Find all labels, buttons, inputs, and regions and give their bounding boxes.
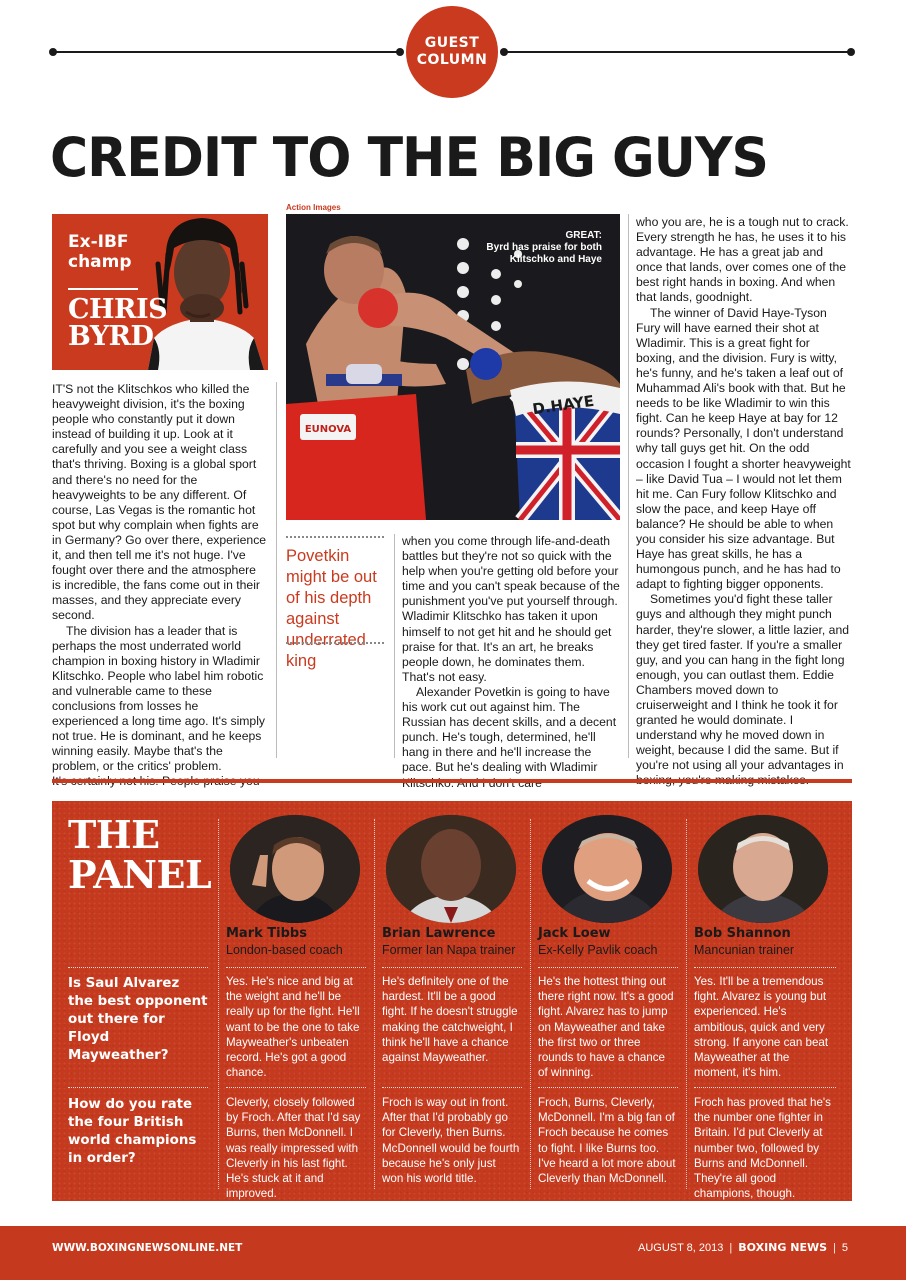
author-divider [68, 288, 146, 290]
row-rule [226, 1087, 366, 1088]
header-rule-right [504, 51, 850, 53]
panel-column-divider [686, 819, 687, 1189]
page-number: 5 [841, 1241, 848, 1254]
article-headline: CREDIT TO THE BIG GUYS [50, 126, 768, 190]
panel-section [52, 801, 852, 1201]
caption-label: GREAT: [565, 230, 602, 241]
rule-end-dot [49, 48, 57, 56]
panel-answer: Froch, Burns, Cleverly, McDonnell. I'm a big fan of Froch because he comes to fight. I like Burns too. I've heard a lot more about Cleverly than McDonnell. [538, 1096, 676, 1186]
rule-end-dot [396, 48, 404, 56]
panel-question: How do you rate the four British world champions in order? [68, 1097, 197, 1166]
article-column-2 [402, 534, 620, 791]
row-rule [68, 967, 208, 968]
author-last-name: BYRD [68, 321, 154, 352]
panelist-role: London-based coach [226, 943, 343, 957]
panel-column-divider [218, 819, 219, 1189]
panel-answer: Froch is way out in front. After that I'd probably go for Cleverly, then Burns. McDonnell would be fourth because he's only just won his world title. [382, 1096, 520, 1186]
panel-answer: Yes. He's nice and big at the weight and he'll be really up for the fight. He'll want to be the one to take Mayweather's unbeaten record. He's got a good chance. [226, 975, 360, 1080]
column-separator [628, 214, 629, 758]
panel-column-divider [530, 819, 531, 1189]
article-column-3 [636, 215, 852, 789]
panelist-role: Ex-Kelly Pavlik coach [538, 943, 658, 957]
column-separator [276, 382, 277, 758]
panel-answer: Froch has proved that he's the number one fighter in Britain. I'd put Cleverly at number two, followed by Burns and McDonnell. They're all good champions, though. [694, 1096, 831, 1201]
portrait-brian-lawrence [386, 815, 516, 923]
issue-date: AUGUST 8, 2013 [637, 1241, 724, 1254]
pullquote-rule-bottom [286, 642, 384, 644]
article-paragraph: who you are, he is a tough nut to crack. Every strength he has, he uses it to his advantage. He has a great jab and once that lands, over comes one of the best right hands in boxing. And when that lands, goodnight. [636, 215, 849, 305]
photo-credit: Action Images [286, 203, 341, 212]
panelist-portrait [386, 815, 516, 923]
rule-end-dot [500, 48, 508, 56]
row-rule [694, 967, 836, 968]
author-tag-line1: Ex-IBF [68, 232, 129, 252]
article-paragraph: Sometimes you'd fight these taller guys and although they might punch harder, they're slower, a little lazier, and they get tired faster. If you're a smaller guy, and you can hang in the fight long enough, you can outlast them. Eddie Chambers moved down to cruiserweight and I think he took it for granted he would dominate. I understand why he moved down in weight, because I did the same. But if you're not using all your advantages in [636, 592, 850, 773]
panelist-name: Mark Tibbs [226, 926, 307, 941]
folio-separator: | [833, 1241, 836, 1254]
article-paragraph: when you come through life-and-death battles but they're not so quick with the help when you're getting old before your time and you can't speak because of the punishment you've put yourself through. Wladimir Klitschko has taken it upon himself to not get hit and he should get praise for that. It's an art, he breaks people down, he dominates them. That's not easy. [402, 534, 620, 684]
panel-column-divider [374, 819, 375, 1189]
article-paragraph: The division has a leader that is perhaps the most underrated world champion in boxing history in Wladimir Klitschko. People who label him robotic and vulnerable came to these conclusions from losses he experienced a long time ago. It's simply not true. He is dominant, and he keeps winning easily. Maybe that's the problem, or the critics' problem. [52, 623, 266, 774]
panelist-role: Mancunian trainer [694, 943, 795, 957]
author-tag-line2: champ [68, 252, 132, 272]
panelist-name: Bob Shannon [694, 926, 791, 941]
row-rule [68, 1087, 208, 1088]
portrait-jack-loew [542, 815, 672, 923]
author-name [68, 296, 167, 350]
panelist-portrait [542, 815, 672, 923]
panel-title-line1: THE [68, 812, 160, 857]
panel-answer: He's definitely one of the hardest. It'll be a good fight. If he doesn't struggle making the catchweight, I think he'll have a chance against Mayweather. [382, 975, 518, 1065]
header-rule-left [52, 51, 400, 53]
caption-line2: Klitschko and Haye [509, 254, 602, 265]
badge-line1: GUEST [424, 35, 480, 51]
photo-caption [486, 230, 602, 266]
portrait-bob-shannon [698, 815, 828, 923]
author-box [52, 214, 268, 370]
row-rule [538, 967, 678, 968]
row-rule [226, 967, 366, 968]
fight-photo [286, 214, 620, 520]
website-link[interactable]: WWW.BOXINGNEWSONLINE.NET [52, 1242, 243, 1254]
section-divider [52, 779, 852, 783]
article-paragraph: Alexander Povetkin is going to have his work cut out against him. The Russian has decent skills, and a decent punch. He's tough, determined, he'll hang in there and he'll increase the pace. But he's dealing with Wladimir [402, 684, 617, 775]
author-first-name: CHRIS [68, 294, 168, 325]
row-rule [538, 1087, 678, 1088]
folio [638, 1241, 848, 1254]
article-column-1 [52, 382, 268, 790]
rule-end-dot [847, 48, 855, 56]
publication-name: BOXING NEWS [738, 1241, 828, 1254]
panel-answer: He's the hottest thing out there right now. It's a good fight. Alvarez has to jump on Mayweather and take the first two or three rounds to have a chance of winning. [538, 975, 674, 1080]
panel-title-line2: PANEL [68, 852, 212, 897]
guest-column-badge [406, 6, 498, 98]
panelist-name: Jack Loew [538, 926, 611, 941]
article-paragraph: IT'S not the Klitschkos who killed the heavyweight division, it's the boxing people who constantly put it down instead of building it up. Look at it carefully and you see a weight class that's thriving. Boxing is a global sport and there's no need for the heavyweights to be any different. Of course, Las Vegas is the romantic hot spot but why complain when fights are in Germany? Go over there, experience it, and then tell me it's not huge. I've fought over there and the atmosphere is incredible, the fans come out in their masses, and they appreciate every second. [52, 382, 267, 623]
author-tag [68, 232, 132, 272]
portrait-mark-tibbs [230, 815, 360, 923]
page-footer [0, 1226, 906, 1280]
caption-line1: Byrd has praise for both [486, 242, 602, 253]
panelist-name: Brian Lawrence [382, 926, 496, 941]
panel-answer: Yes. It'll be a tremendous fight. Alvarez is young but experienced. He's ambitious, quick and very strong. If anyone can beat Mayweather at the moment, it's him. [694, 975, 829, 1080]
folio-separator: | [729, 1241, 733, 1254]
row-rule [382, 967, 522, 968]
panelist-portrait [698, 815, 828, 923]
badge-line2: COLUMN [416, 52, 488, 68]
panel-question: Is Saul Alvarez the best opponent out there for Floyd Mayweather? [68, 976, 208, 1063]
article-paragraph: The winner of David Haye-Tyson Fury will have earned their shot at Wladimir. This is a great fight for boxing, and the division. Fury is witty, he's funny, and he's taken a leaf out of Muhammad Ali's book with that. But he needs to be like Wladimir to win this fight. Can he keep Haye at bay for 12 rounds? Personally, I don't understand why tall guys get hit. On the odd occasion I fought a shorter heavyweight – like David Tua – I would not let them hit me. Can Fury follow Klitschko and slow the pace, and keep Haye off balance? He should be able to when you consider his size advantage. But Haye has great skills, he has a humongous punch, and he has had to adapt to fighting bigger opponents. [636, 305, 851, 592]
row-rule [694, 1087, 836, 1088]
pullquote: Povetkin might be out of his depth against underrated king [286, 547, 377, 670]
panelist-portrait [230, 815, 360, 923]
trunks-text: D.HAYE [531, 391, 596, 419]
panel-title [68, 812, 212, 897]
pullquote-rule-top [286, 536, 384, 538]
panelist-role: Former Ian Napa trainer [382, 943, 516, 957]
banner-text: EUNOVA [304, 424, 352, 435]
panel-answer: Cleverly, closely followed by Froch. After that I'd say Burns, then McDonnell. I was really impressed with Cleverly in his last fight. He's stuck at it and improved. [226, 1096, 361, 1201]
column-separator [394, 534, 395, 758]
row-rule [382, 1087, 522, 1088]
